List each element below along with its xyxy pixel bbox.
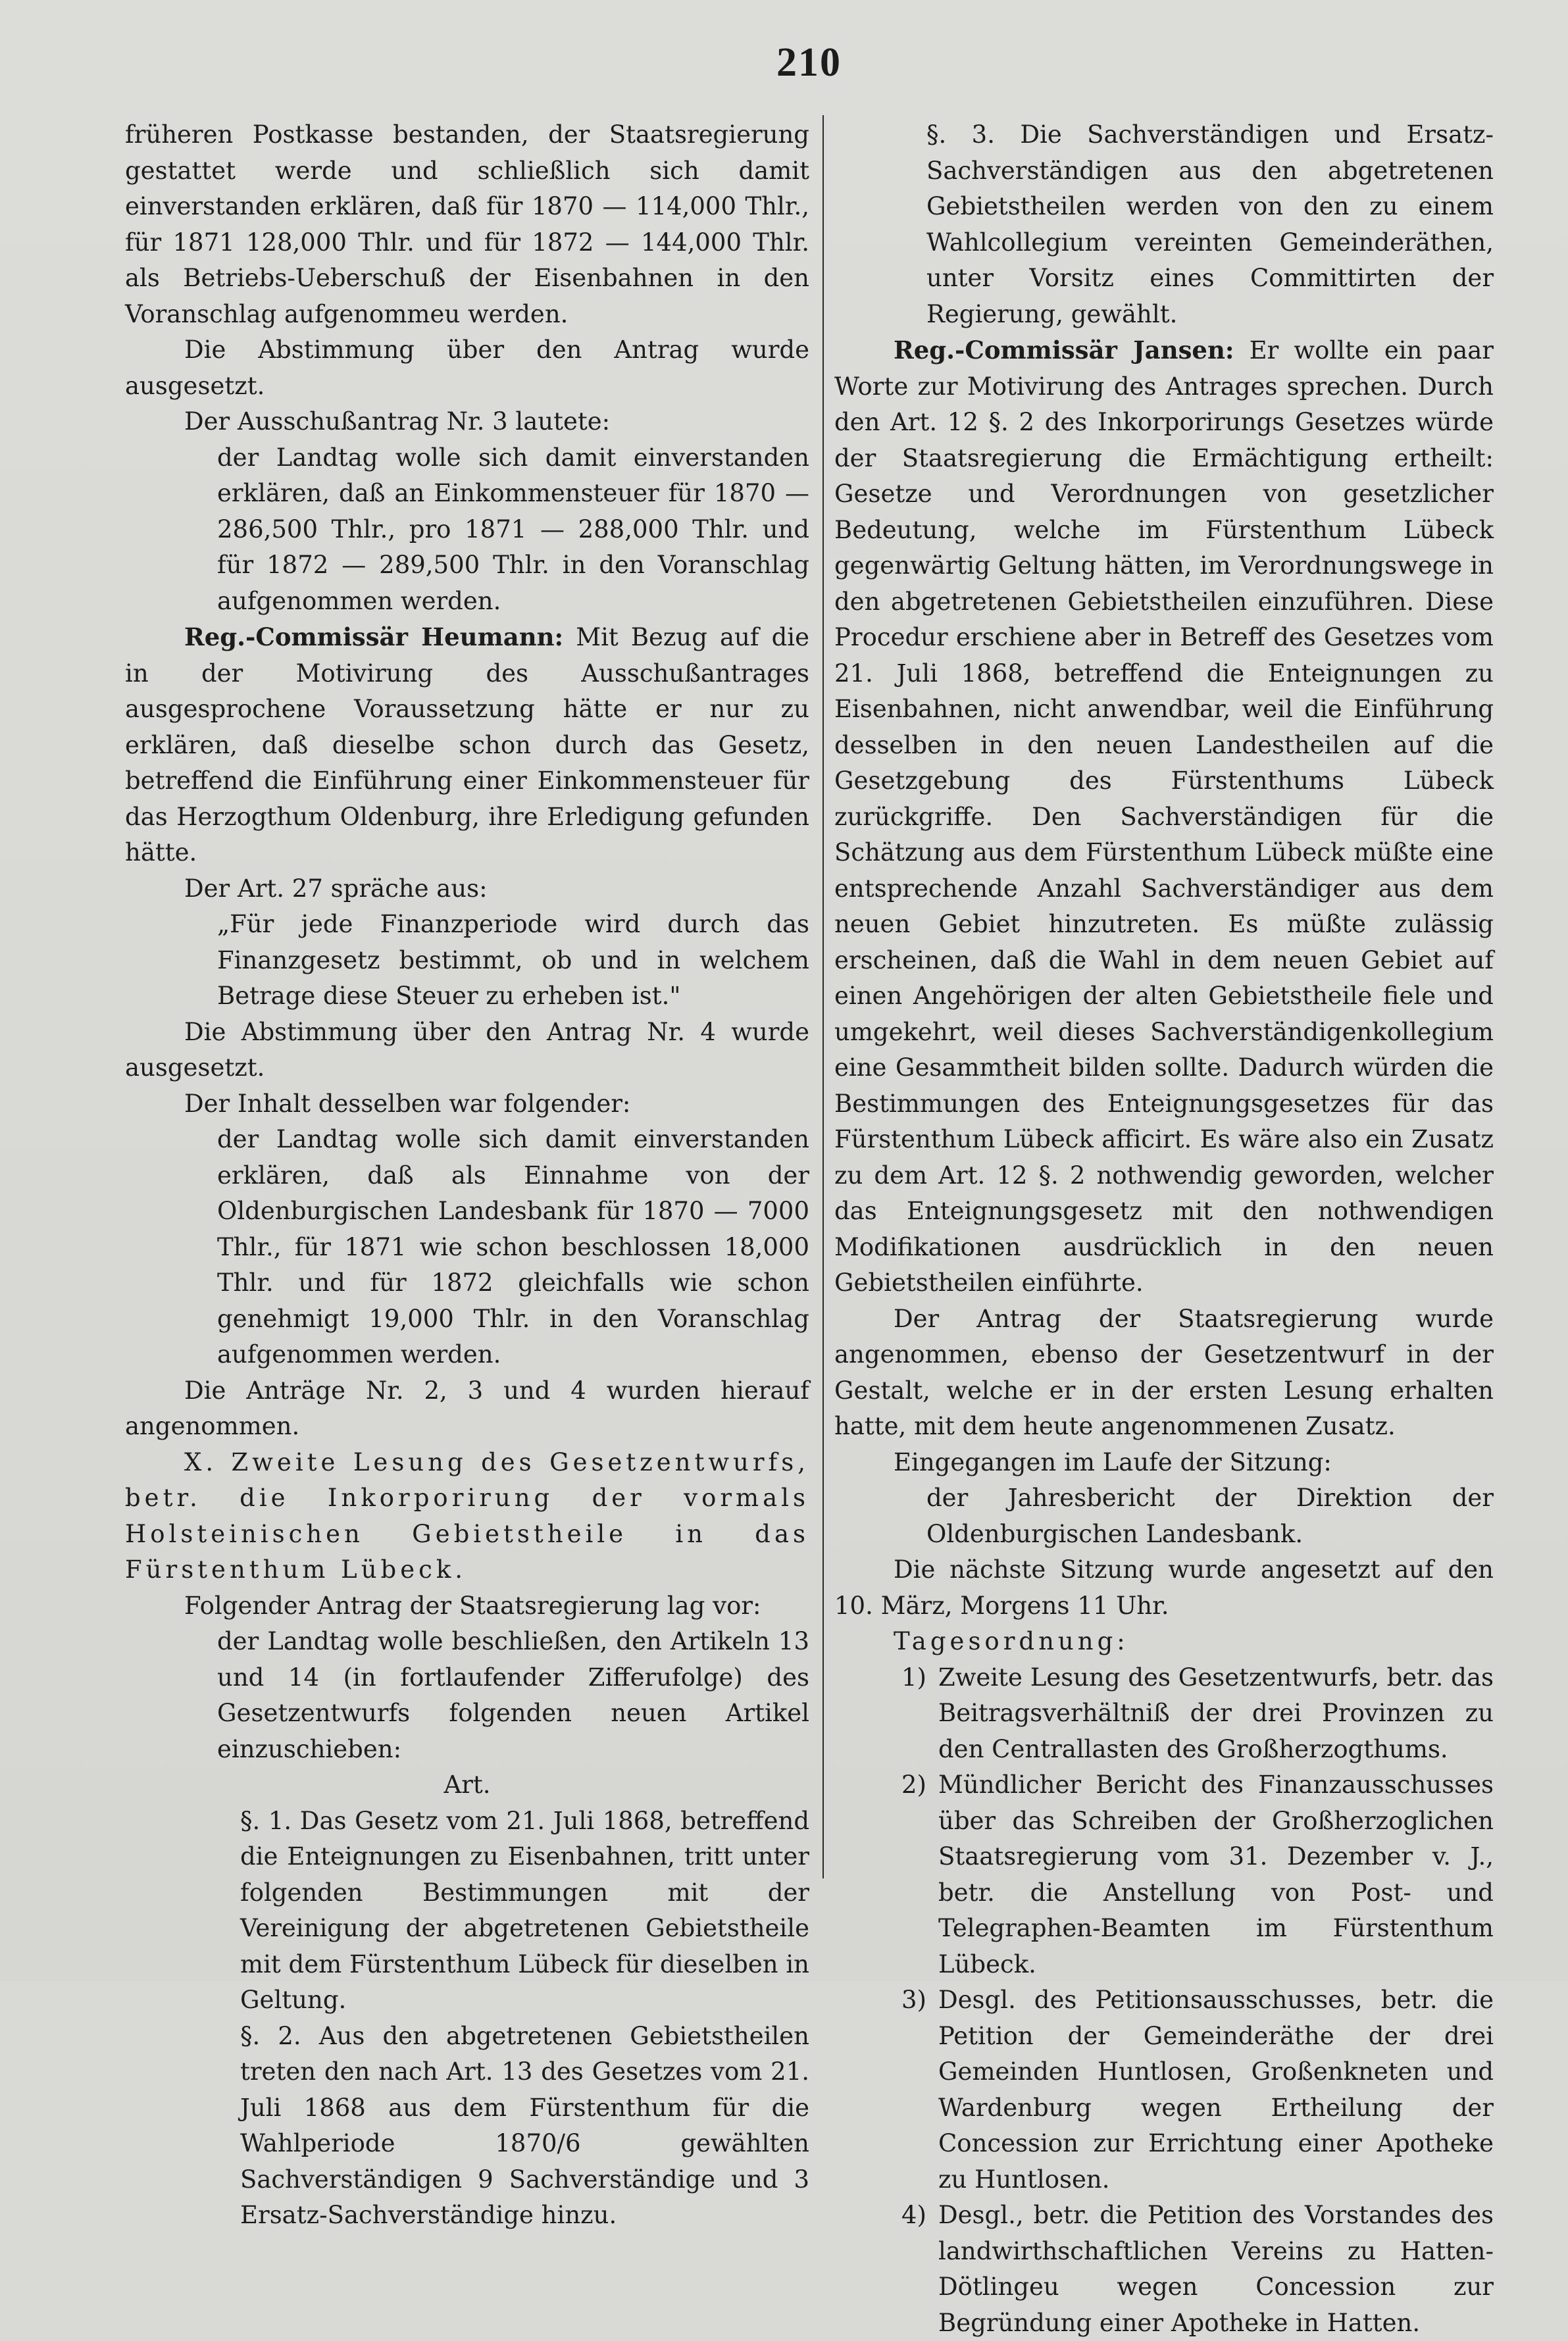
paragraph: Die nächste Sitzung wurde angesetzt auf den 10. März, Morgens 11 Uhr. bbox=[834, 1552, 1494, 1624]
agenda-item-number: 2) bbox=[834, 1767, 938, 1982]
speech-paragraph bbox=[834, 332, 1494, 1301]
motion-text: der Landtag wolle beschließen, den Artikeln 13 und 14 (in fortlaufender Zifferufolge) des Gesetzentwurfs folgenden neuen Artikel einzuschieben: bbox=[125, 1624, 809, 1767]
section-heading bbox=[125, 1445, 809, 1588]
agenda-list bbox=[834, 1660, 1494, 2341]
agenda-item-text: Desgl., betr. die Petition des Vorstandes des landwirthschaftlichen Vereins zu Hatten-Dötlingeu wegen Concession zur Begründung einer Apotheke in Hatten. bbox=[938, 2198, 1494, 2341]
left-column bbox=[125, 117, 809, 2234]
paragraph: Die Abstimmung über den Antrag Nr. 4 wurde ausgesetzt. bbox=[125, 1015, 809, 1086]
speech-paragraph bbox=[125, 619, 809, 871]
agenda-item-number: 3) bbox=[834, 1982, 938, 2198]
paragraph: Die Anträge Nr. 2, 3 und 4 wurden hierauf angenommen. bbox=[125, 1373, 809, 1445]
speech-text: Er wollte ein paar Worte zur Motivirung des Antrages sprechen. Durch den Art. 12 §. 2 des Inkorporirungs Gesetzes würde der Staatsregierung die Ermächtigung ertheilt: Gesetze und Verordnungen von gesetzlicher Bedeutung, welche im Fürstenthum Lübeck gegenwärtig Geltung hätten, im Verordnungswege in den abgetretenen Gebietstheilen einzuführen. Diese Procedur erschiene aber in Betreff des Gesetzes vom 21. Juli 1868, betreffend die Enteignungen zu Eisenbahnen, nicht anwendbar, weil die Einführung desselben in den neuen Landestheilen auf die Gesetzgebung des Fürstenthums Lübeck zurückgriffe. Den Sachverständigen für die Schätzung aus dem Fürstenthum Lübeck müßte eine entsprechende Anzahl Sachverständiger aus dem neuen Gebiet hinzutreten. Es müßte zulässig erscheinen, daß die Wahl in dem neuen Gebiet auf einen Angehörigen der alten Gebietstheile fiele und umgekehrt, weil dieses Sachverständigenkollegium eine Gesammtheit bilden sollte. Dadurch würden die Bestimmungen des Enteignungsgesetzes für das Fürstenthum Lübeck afficirt. Es wäre also ein Zusatz zu dem Art. 12 §. 2 nothwendig geworden, welcher das Enteignungsgesetz mit den nothwendigen Modifikationen ausdrücklich in den neuen Gebietstheilen einführte. bbox=[834, 336, 1494, 1297]
paragraph: Der Ausschußantrag Nr. 3 lautete: bbox=[125, 404, 809, 440]
paragraph: Folgender Antrag der Staatsregierung lag vor: bbox=[125, 1588, 809, 1624]
paragraph: Eingegangen im Laufe der Sitzung: bbox=[834, 1445, 1494, 1481]
right-column bbox=[834, 117, 1494, 2341]
paragraph: Die Abstimmung über den Antrag wurde ausgesetzt. bbox=[125, 332, 809, 404]
paragraph: Der Art. 27 spräche aus: bbox=[125, 871, 809, 907]
section-title: Zweite Lesung des Gesetzentwurfs, betr. die Inkorporirung der vormals Holsteinischen Gebietstheile in das Fürstenthum Lübeck. bbox=[125, 1448, 809, 1584]
section-number: X. bbox=[184, 1448, 217, 1476]
agenda-item bbox=[834, 2198, 1494, 2341]
paragraph: Der Antrag der Staatsregierung wurde angenommen, ebenso der Gesetzentwurf in der Gestalt, welche er in der ersten Lesung erhalten hatte, mit dem heute angenommenen Zusatz. bbox=[834, 1301, 1494, 1445]
article-paragraph: §. 2. Aus den abgetretenen Gebietstheilen treten den nach Art. 13 des Gesetzes vom 21. Juli 1868 aus dem Fürstenthum für die Wahlperiode 1870/6 gewählten Sachverständigen 9 Sachverständige und 3 Ersatz-Sachverständige hinzu. bbox=[125, 2019, 809, 2234]
paragraph: der Jahresbericht der Direktion der Oldenburgischen Landesbank. bbox=[834, 1480, 1494, 1552]
paragraph: Der Inhalt desselben war folgender: bbox=[125, 1086, 809, 1122]
motion-text: der Landtag wolle sich damit einverstanden erklären, daß als Einnahme von der Oldenburgischen Landesbank für 1870 — 7000 Thlr., für 1871 wie schon beschlossen 18,000 Thlr. und für 1872 gleichfalls wie schon genehmigt 19,000 Thlr. in den Voranschlag aufgenommen werden. bbox=[125, 1122, 809, 1373]
speaker-name: Reg.-Commissär Jansen: bbox=[894, 336, 1234, 365]
page-number: 210 bbox=[776, 39, 842, 86]
speaker-name: Reg.-Commissär Heumann: bbox=[184, 622, 563, 651]
column-divider bbox=[822, 115, 824, 1878]
motion-text: der Landtag wolle sich damit einverstanden erklären, daß an Einkommensteuer für 1870 — 286,500 Thlr., pro 1871 — 288,000 Thlr. und für 1872 — 289,500 Thlr. in den Voranschlag aufgenommen werden. bbox=[125, 440, 809, 620]
agenda-item-text: Zweite Lesung des Gesetzentwurfs, betr. das Beitragsverhältniß der drei Provinzen zu den Centrallasten des Großherzogthums. bbox=[938, 1660, 1494, 1768]
agenda-item bbox=[834, 1982, 1494, 2198]
agenda-item bbox=[834, 1660, 1494, 1768]
agenda-item-number: 4) bbox=[834, 2198, 938, 2341]
agenda-heading: Tagesordnung: bbox=[834, 1624, 1494, 1660]
speech-text: Mit Bezug auf die in der Motivirung des Ausschußantrages ausgesprochene Voraussetzung hätte er nur zu erklären, daß dieselbe schon durch das Gesetz, betreffend die Einführung einer Einkommensteuer für das Herzogthum Oldenburg, ihre Erledigung gefunden hätte. bbox=[125, 623, 809, 867]
article-heading: Art. bbox=[125, 1767, 809, 1803]
article-paragraph: §. 1. Das Gesetz vom 21. Juli 1868, betreffend die Enteignungen zu Eisenbahnen, tritt unter folgenden Bestimmungen mit der Vereinigung der abgetretenen Gebietstheile mit dem Fürstenthum Lübeck für dieselben in Geltung. bbox=[125, 1803, 809, 2019]
paragraph: früheren Postkasse bestanden, der Staatsregierung gestattet werde und schließlich sich damit einverstanden erklären, daß für 1870 — 114,000 Thlr., für 1871 128,000 Thlr. und für 1872 — 144,000 Thlr. als Betriebs-Ueberschuß der Eisenbahnen in den Voranschlag aufgenommeu werden. bbox=[125, 117, 809, 332]
agenda-item-text: Desgl. des Petitionsausschusses, betr. die Petition der Gemeinderäthe der drei Gemeinden Huntlosen, Großenkneten und Wardenburg wegen Ertheilung der Concession zur Errichtung einer Apotheke zu Huntlosen. bbox=[938, 1982, 1494, 2198]
agenda-item bbox=[834, 1767, 1494, 1982]
agenda-item-number: 1) bbox=[834, 1660, 938, 1768]
quoted-text: „Für jede Finanzperiode wird durch das Finanzgesetz bestimmt, ob und in welchem Betrage diese Steuer zu erheben ist." bbox=[125, 907, 809, 1015]
article-paragraph: §. 3. Die Sachverständigen und Ersatz-Sachverständigen aus den abgetretenen Gebietstheilen werden von den zu einem Wahlcollegium vereinten Gemeinderäthen, unter Vorsitz eines Committirten der Regierung, gewählt. bbox=[834, 117, 1494, 332]
agenda-item-text: Mündlicher Bericht des Finanzausschusses über das Schreiben der Großherzoglichen Staatsregierung vom 31. Dezember v. J., betr. die Anstellung von Post- und Telegraphen-Beamten im Fürstenthum Lübeck. bbox=[938, 1767, 1494, 1982]
